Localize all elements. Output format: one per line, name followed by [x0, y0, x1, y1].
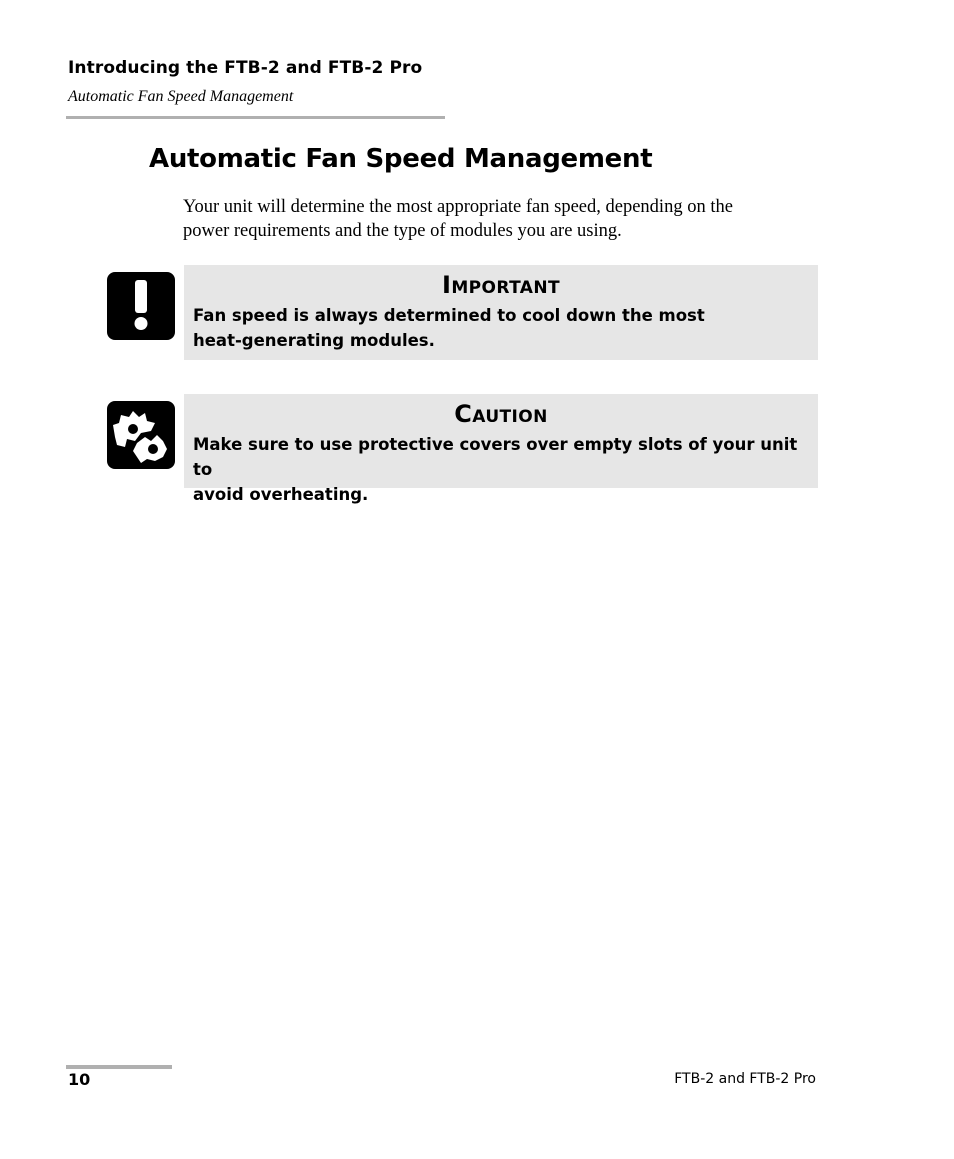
footer-rule — [66, 1065, 172, 1069]
header-rule — [66, 116, 445, 119]
caution-notice — [184, 394, 818, 504]
notice-line: Fan speed is always determined to cool down the most — [193, 306, 705, 325]
caution-gears-icon — [107, 401, 175, 469]
section-body — [183, 195, 833, 243]
header-chapter-title: Introducing the FTB-2 and FTB-2 Pro — [68, 58, 423, 78]
footer-doc-title: FTB-2 and FTB-2 Pro — [674, 1071, 816, 1087]
caution-text — [193, 432, 813, 507]
page-number: 10 — [68, 1070, 91, 1089]
caution-heading: Caution — [454, 400, 548, 428]
section-title: Automatic Fan Speed Management — [149, 144, 653, 174]
exclamation-icon — [107, 272, 175, 340]
header-section-title: Automatic Fan Speed Management — [68, 88, 294, 105]
body-line: Your unit will determine the most appropriate fan speed, depending on the — [183, 197, 733, 217]
important-notice — [184, 265, 818, 360]
body-line: power requirements and the type of modules you are using. — [183, 221, 622, 241]
notice-line: Make sure to use protective covers over empty slots of your unit to — [193, 435, 798, 479]
notice-line: heat-generating modules. — [193, 331, 435, 350]
important-heading: Important — [442, 271, 560, 299]
important-text — [193, 303, 813, 353]
notice-line: avoid overheating. — [193, 485, 369, 504]
